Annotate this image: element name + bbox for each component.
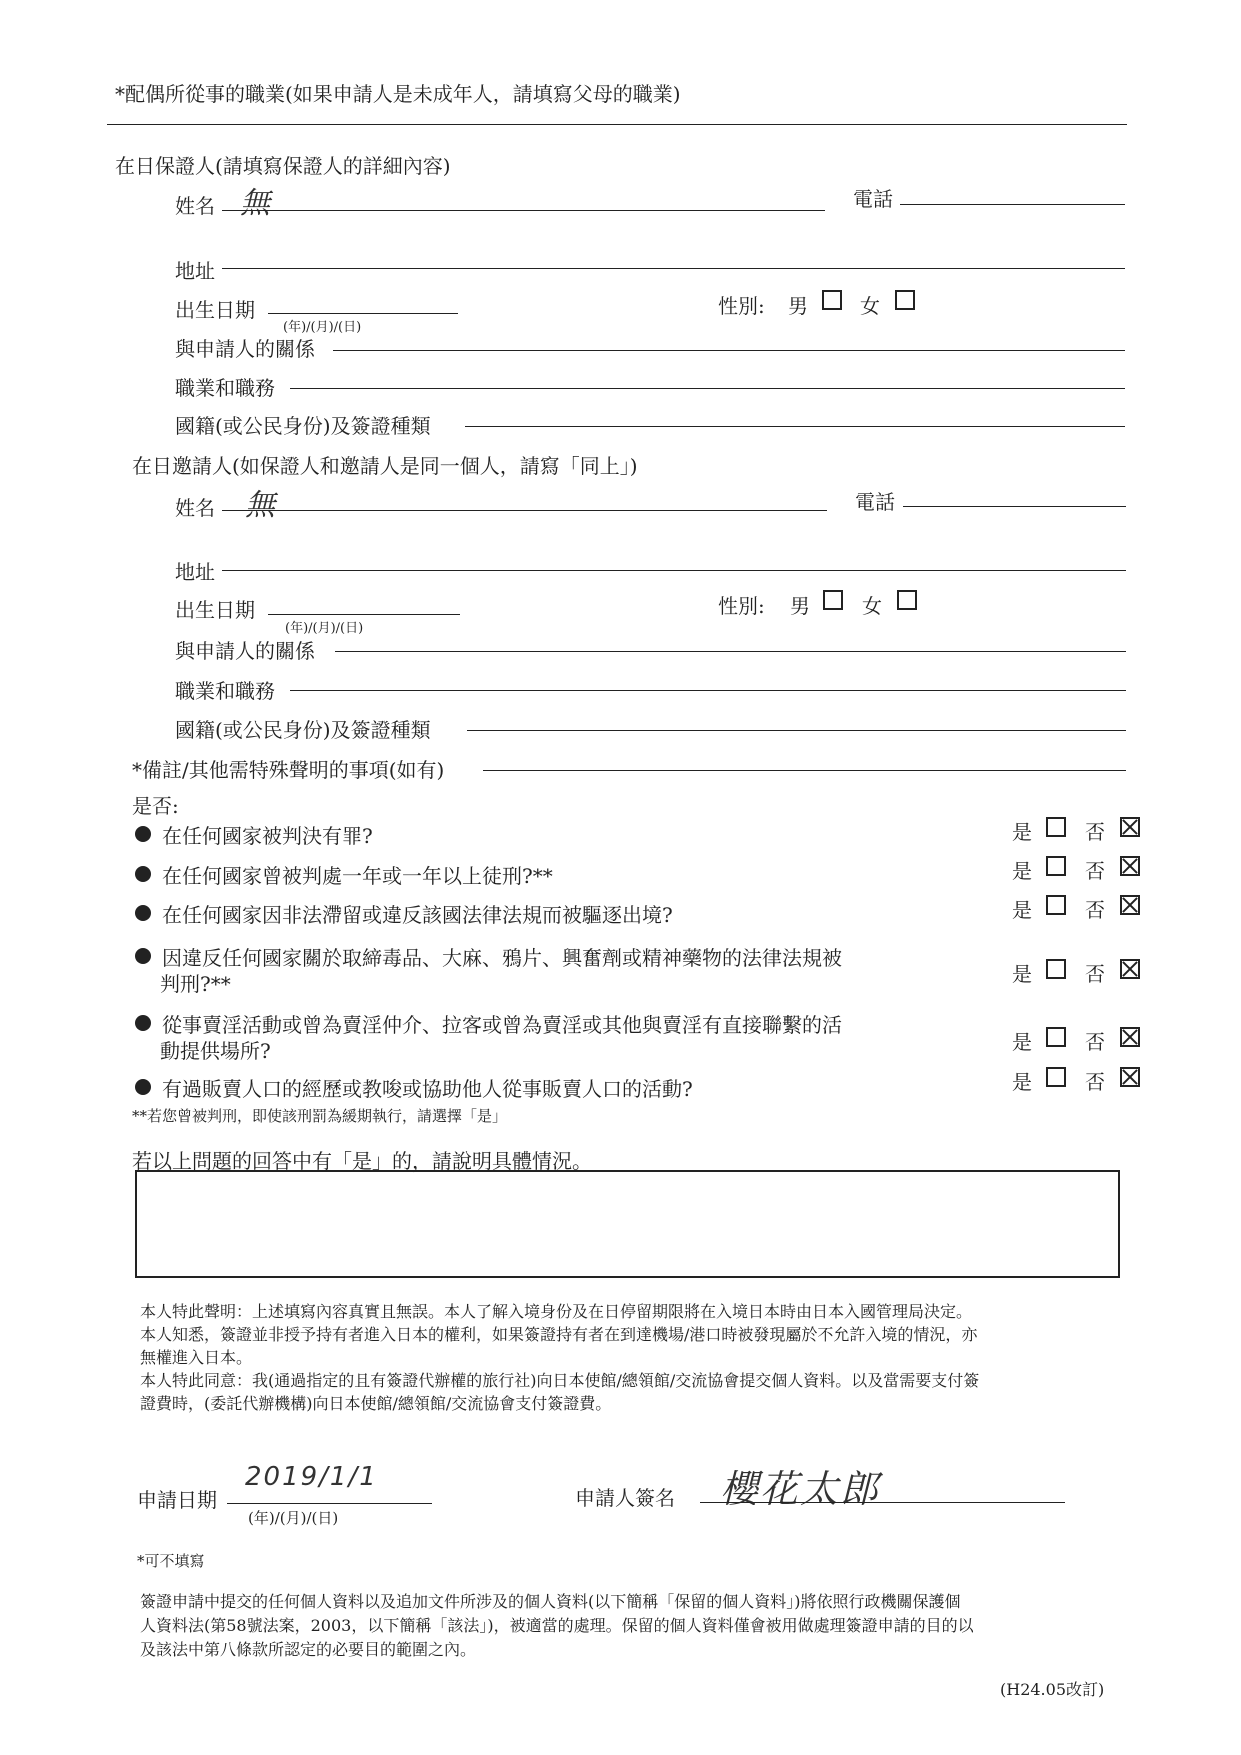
privacy-line: 人資料法(第58號法案，2003，以下簡稱「該法」)，被適當的處理。保留的個人資料僅會被用做處理簽證申請的目的以	[140, 1616, 974, 1635]
guarantor-female-checkbox[interactable]	[895, 290, 915, 310]
explain-label: 若以上問題的回答中有「是」的，請說明具體情況。	[132, 1149, 592, 1173]
question-1-no-label: 否	[1085, 820, 1105, 844]
optional-note: *可不填寫	[137, 1552, 205, 1570]
privacy-line: 簽證申請中提交的任何個人資料以及追加文件所涉及的個人資料(以下簡稱「保留的個人資料」)將依照行政機關保護個	[140, 1592, 961, 1611]
inviter-female-checkbox[interactable]	[897, 590, 917, 610]
guarantor-nationality-label: 國籍(或公民身份)及簽證種類	[175, 414, 431, 438]
declaration-line: 本人特此同意：我(通過指定的且有簽證代辦權的旅行社)向日本使館/總領館/交流協會提交個人資料。以及當需要支付簽	[140, 1371, 980, 1390]
guarantor-dob-hint: (年)/(月)/(日)	[283, 320, 362, 335]
inviter-job-label: 職業和職務	[175, 679, 275, 703]
spouse-occupation-line[interactable]	[107, 124, 1127, 125]
question-6-text: 有過販賣人口的經歷或教唆或協助他人從事販賣人口的活動?	[162, 1077, 693, 1101]
question-3-no-label: 否	[1085, 898, 1105, 922]
question-5-no-checkbox[interactable]	[1120, 1027, 1140, 1047]
question-bullet	[135, 1015, 151, 1031]
guarantor-gender-label: 性別:	[718, 294, 765, 318]
question-1-no-checkbox[interactable]	[1120, 817, 1140, 837]
guarantor-male-checkbox[interactable]	[822, 290, 842, 310]
application-date-hint: (年)/(月)/(日)	[248, 1509, 339, 1527]
explain-textbox[interactable]	[135, 1170, 1120, 1278]
questions-intro: 是否:	[132, 794, 179, 818]
spouse-occupation-label: *配偶所從事的職業(如果申請人是未成年人，請填寫父母的職業)	[115, 82, 681, 106]
guarantor-male-label: 男	[788, 294, 808, 318]
inviter-job-line[interactable]	[290, 690, 1126, 691]
signature-value[interactable]: 櫻花太郎	[720, 1467, 881, 1511]
inviter-nationality-label: 國籍(或公民身份)及簽證種類	[175, 718, 431, 742]
application-date-value[interactable]: 2019/1/1	[245, 1462, 378, 1492]
inviter-male-label: 男	[790, 594, 810, 618]
application-date-label: 申請日期	[137, 1488, 217, 1512]
remarks-label: *備註/其他需特殊聲明的事項(如有)	[132, 758, 445, 782]
signature-line	[700, 1502, 1065, 1503]
guarantor-phone-label: 電話	[853, 187, 893, 211]
inviter-name-label: 姓名	[175, 496, 215, 520]
inviter-dob-line[interactable]	[268, 614, 460, 615]
question-3-yes-label: 是	[1012, 898, 1032, 922]
guarantor-dob-label: 出生日期	[175, 298, 255, 322]
guarantor-name-value[interactable]: 無	[240, 186, 270, 221]
inviter-dob-hint: (年)/(月)/(日)	[285, 621, 364, 636]
question-bullet	[135, 905, 151, 921]
question-2-yes-label: 是	[1012, 859, 1032, 883]
question-6-yes-label: 是	[1012, 1070, 1032, 1094]
guarantor-nationality-line[interactable]	[465, 426, 1125, 427]
guarantor-relation-label: 與申請人的關係	[175, 337, 315, 361]
guarantor-relation-line[interactable]	[333, 350, 1125, 351]
guarantor-female-label: 女	[860, 294, 880, 318]
privacy-text	[140, 1590, 974, 1662]
question-1-text: 在任何國家被判決有罪?	[162, 824, 373, 848]
question-4-yes-label: 是	[1012, 962, 1032, 986]
inviter-phone-line[interactable]	[903, 506, 1126, 507]
inviter-phone-label: 電話	[855, 490, 895, 514]
guarantor-job-line[interactable]	[290, 388, 1125, 389]
inviter-female-label: 女	[862, 594, 882, 618]
guarantor-dob-line[interactable]	[268, 313, 458, 314]
remarks-line[interactable]	[483, 770, 1126, 771]
question-3-yes-checkbox[interactable]	[1046, 895, 1066, 915]
question-4-no-checkbox[interactable]	[1120, 959, 1140, 979]
inviter-name-line	[222, 510, 827, 511]
inviter-dob-label: 出生日期	[175, 598, 255, 622]
guarantor-address-line[interactable]	[222, 268, 1125, 269]
guarantor-phone-line[interactable]	[900, 204, 1125, 205]
guarantor-address-label: 地址	[175, 259, 215, 283]
privacy-line: 及該法中第八條款所認定的必要目的範圍之內。	[140, 1640, 477, 1659]
question-3-text: 在任何國家因非法滯留或違反該國法律法規而被驅逐出境?	[162, 903, 673, 927]
declaration-line: 無權進入日本。	[140, 1348, 253, 1367]
declaration-line: 證費時，(委託代辦機構)向日本使館/總領館/交流協會支付簽證費。	[140, 1394, 612, 1413]
inviter-address-line[interactable]	[222, 570, 1126, 571]
question-5-text-cont: 動提供場所?	[160, 1039, 271, 1063]
question-1-yes-checkbox[interactable]	[1046, 817, 1066, 837]
question-4-text: 因違反任何國家關於取締毒品、大麻、鴉片、興奮劑或精神藥物的法律法規被	[162, 946, 842, 970]
question-6-yes-checkbox[interactable]	[1046, 1067, 1066, 1087]
question-4-yes-checkbox[interactable]	[1046, 959, 1066, 979]
question-6-no-label: 否	[1085, 1070, 1105, 1094]
revision-note: (H24.05改訂)	[1000, 1680, 1105, 1699]
inviter-name-value[interactable]: 無	[245, 488, 275, 523]
question-3-no-checkbox[interactable]	[1120, 895, 1140, 915]
question-bullet	[135, 948, 151, 964]
question-bullet	[135, 1079, 151, 1095]
application-date-line	[227, 1503, 432, 1504]
question-bullet	[135, 866, 151, 882]
footnote: **若您曾被判刑，即使該刑罰為緩期執行，請選擇「是」	[132, 1107, 508, 1125]
question-5-yes-checkbox[interactable]	[1046, 1027, 1066, 1047]
inviter-male-checkbox[interactable]	[823, 590, 843, 610]
question-4-no-label: 否	[1085, 962, 1105, 986]
question-5-no-label: 否	[1085, 1030, 1105, 1054]
declaration-line: 本人特此聲明：上述填寫內容真實且無誤。本人了解入境身份及在日停留期限將在入境日本時由日本入國管理局決定。	[140, 1302, 973, 1321]
question-bullet	[135, 826, 151, 842]
question-5-yes-label: 是	[1012, 1030, 1032, 1054]
guarantor-name-line	[222, 210, 825, 211]
inviter-relation-line[interactable]	[335, 651, 1126, 652]
signature-label: 申請人簽名	[575, 1486, 675, 1510]
question-2-no-label: 否	[1085, 859, 1105, 883]
guarantor-section-title: 在日保證人(請填寫保證人的詳細內容)	[115, 154, 451, 178]
question-1-yes-label: 是	[1012, 820, 1032, 844]
question-2-no-checkbox[interactable]	[1120, 856, 1140, 876]
question-2-yes-checkbox[interactable]	[1046, 856, 1066, 876]
inviter-nationality-line[interactable]	[467, 730, 1126, 731]
inviter-section-title: 在日邀請人(如保證人和邀請人是同一個人，請寫「同上」)	[132, 454, 638, 478]
declaration-line: 本人知悉，簽證並非授予持有者進入日本的權利，如果簽證持有者在到達機場/港口時被發現屬於不允許入境的情況，亦	[140, 1325, 978, 1344]
question-5-text: 從事賣淫活動或曾為賣淫仲介、拉客或曾為賣淫或其他與賣淫有直接聯繫的活	[162, 1013, 842, 1037]
inviter-address-label: 地址	[175, 560, 215, 584]
guarantor-name-label: 姓名	[175, 194, 215, 218]
inviter-gender-label: 性別:	[718, 594, 765, 618]
question-2-text: 在任何國家曾被判處一年或一年以上徒刑?**	[162, 864, 553, 888]
guarantor-job-label: 職業和職務	[175, 376, 275, 400]
question-6-no-checkbox[interactable]	[1120, 1067, 1140, 1087]
declaration-text	[140, 1300, 979, 1415]
inviter-relation-label: 與申請人的關係	[175, 639, 315, 663]
question-4-text-cont: 判刑?**	[160, 972, 231, 996]
